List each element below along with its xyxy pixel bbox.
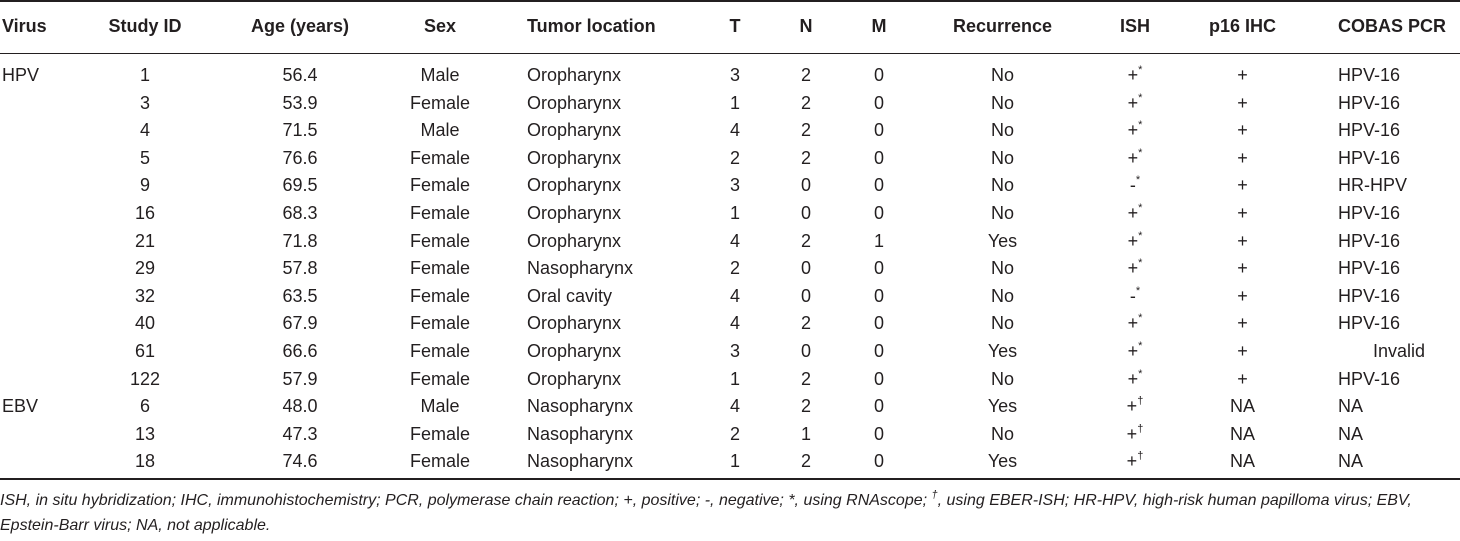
ish-footnote-mark: * [1138, 202, 1143, 214]
header-tumor-location: Tumor location [527, 16, 656, 36]
cell-t: 3 [729, 65, 740, 85]
cell-t: 4 [729, 120, 740, 141]
cell-ish [1110, 145, 1160, 173]
cell-study-id: 16 [134, 203, 156, 223]
table-row [0, 172, 1460, 200]
cell-m: 0 [873, 147, 884, 168]
cell-age: 57.8 [282, 258, 318, 279]
ish-footnote-mark: * [1135, 174, 1141, 187]
ish-footnote-mark: * [1138, 312, 1143, 325]
cell-age: 71.5 [282, 120, 318, 141]
cell-n: 2 [800, 313, 811, 334]
cell-tumor-location: Oropharynx [527, 341, 622, 361]
cell-p16-ihc: + [1237, 341, 1248, 361]
table-footnote [0, 488, 1458, 538]
header-p16-ihc: p16 IHC [1208, 16, 1277, 36]
ish-value: + [1127, 203, 1139, 223]
cell-t: 1 [729, 368, 740, 389]
cell-m: 0 [873, 65, 884, 85]
cell-age: 47.3 [282, 423, 318, 444]
cell-p16-ihc: + [1237, 230, 1248, 251]
ish-value: + [1127, 92, 1139, 113]
cell-p16-ihc: + [1237, 203, 1248, 223]
cell-t: 2 [729, 423, 740, 444]
table-bottom-rule [0, 478, 1460, 480]
header-sex: Sex [423, 16, 457, 36]
ish-value: + [1127, 147, 1139, 168]
footnote-text-1: ISH, in situ hybridization; IHC, immunohistochemistry; PCR, polymerase chain reaction; +, positive; -, negative; *, using RNAscope; [0, 492, 932, 509]
cell-sex: Female [409, 423, 471, 444]
cell-tumor-location: Oropharynx [527, 230, 622, 251]
header-ish: ISH [1119, 16, 1150, 36]
cell-sex: Female [409, 258, 471, 279]
cell-ish [1110, 366, 1160, 394]
cell-recurrence: No [990, 258, 1014, 279]
cell-recurrence: No [990, 65, 1014, 85]
cell-cobas-pcr: NA [1338, 451, 1364, 472]
cell-cobas-pcr: HPV-16 [1338, 65, 1401, 85]
cell-n: 2 [800, 92, 811, 113]
cell-m: 0 [873, 368, 884, 389]
cell-study-id: 4 [139, 120, 150, 141]
cell-n: 2 [800, 120, 811, 141]
cell-study-id: 3 [139, 92, 150, 113]
cell-sex: Female [409, 147, 471, 168]
table-header-rule [0, 53, 1460, 54]
ish-value: + [1126, 451, 1138, 472]
ish-footnote-mark: * [1138, 91, 1143, 104]
cell-p16-ihc: NA [1229, 423, 1255, 444]
ish-footnote-mark: * [1138, 64, 1143, 76]
ish-value: + [1126, 396, 1138, 417]
header-t: T [729, 16, 741, 36]
cell-study-id: 61 [134, 341, 156, 361]
cell-ish [1110, 338, 1160, 366]
cell-study-id: 5 [139, 147, 150, 168]
cell-tumor-location: Oropharynx [527, 203, 622, 223]
cell-recurrence: Yes [987, 451, 1018, 472]
cell-cobas-pcr: HPV-16 [1338, 120, 1401, 141]
ish-footnote-mark: * [1135, 284, 1141, 297]
cell-ish [1110, 310, 1160, 338]
cell-p16-ihc: NA [1229, 396, 1255, 417]
ish-footnote-mark: † [1137, 450, 1144, 463]
ish-value: + [1127, 368, 1139, 389]
cell-recurrence: No [990, 368, 1014, 389]
table-row [0, 448, 1460, 476]
cell-t: 2 [729, 147, 740, 168]
cell-n: 0 [800, 341, 811, 361]
cell-n: 2 [800, 147, 811, 168]
cell-tumor-location: Oral cavity [527, 285, 613, 306]
cell-ish [1110, 62, 1160, 90]
table-row [0, 366, 1460, 394]
cell-ish [1110, 172, 1160, 200]
cell-tumor-location: Nasopharynx [527, 396, 634, 417]
cell-sex: Female [409, 313, 471, 334]
cell-p16-ihc: + [1237, 92, 1248, 113]
table-row [0, 283, 1460, 311]
cell-t: 2 [729, 258, 740, 279]
cell-sex: Female [409, 341, 471, 361]
table-row [0, 200, 1460, 228]
cell-sex: Female [409, 175, 471, 196]
cell-recurrence: No [990, 175, 1014, 196]
cell-virus: HPV [2, 65, 40, 85]
cell-tumor-location: Oropharynx [527, 92, 622, 113]
cell-recurrence: No [990, 285, 1014, 306]
cell-m: 1 [873, 230, 884, 251]
cell-age: 57.9 [282, 368, 318, 389]
table-row [0, 90, 1460, 118]
cell-sex: Female [409, 451, 471, 472]
cell-ish [1110, 421, 1160, 449]
cell-ish [1110, 200, 1160, 228]
cell-cobas-pcr: HPV-16 [1338, 203, 1401, 223]
cell-study-id: 32 [134, 285, 156, 306]
cell-sex: Female [409, 203, 471, 223]
cell-ish [1110, 255, 1160, 283]
cell-study-id: 40 [134, 313, 156, 334]
ish-value: + [1127, 230, 1139, 251]
cell-t: 4 [729, 285, 740, 306]
cell-recurrence: No [990, 203, 1014, 223]
table-row [0, 117, 1460, 145]
table-row [0, 310, 1460, 338]
cell-n: 2 [800, 368, 811, 389]
cell-recurrence: No [990, 313, 1014, 334]
table-row [0, 255, 1460, 283]
cell-n: 2 [800, 396, 811, 417]
cell-t: 4 [729, 313, 740, 334]
ish-value: + [1127, 258, 1139, 279]
cell-sex: Male [420, 120, 460, 141]
cell-recurrence: Yes [987, 230, 1018, 251]
table-row [0, 338, 1460, 366]
cell-p16-ihc: + [1237, 313, 1248, 334]
cell-tumor-location: Oropharynx [527, 120, 622, 141]
cell-age: 66.6 [282, 341, 318, 361]
table-row [0, 228, 1460, 256]
ish-value: + [1127, 341, 1139, 361]
cell-ish [1110, 228, 1160, 256]
ish-value: + [1127, 120, 1139, 141]
cell-n: 0 [800, 175, 811, 196]
cell-study-id: 9 [139, 175, 150, 196]
cell-cobas-pcr: HPV-16 [1338, 285, 1401, 306]
cell-m: 0 [873, 92, 884, 113]
cell-p16-ihc: + [1237, 147, 1248, 168]
cell-tumor-location: Nasopharynx [527, 451, 634, 472]
table-row [0, 145, 1460, 173]
cell-tumor-location: Oropharynx [527, 65, 622, 85]
cell-study-id: 18 [134, 451, 156, 472]
table-row [0, 393, 1460, 421]
cell-age: 63.5 [282, 285, 318, 306]
cell-age: 56.4 [282, 65, 318, 85]
cell-tumor-location: Nasopharynx [527, 423, 634, 444]
cell-ish [1110, 117, 1160, 145]
cell-cobas-pcr: HPV-16 [1338, 313, 1401, 334]
cell-cobas-pcr: Invalid [1372, 341, 1426, 361]
cell-t: 1 [729, 451, 740, 472]
cell-cobas-pcr: NA [1338, 396, 1364, 417]
ish-footnote-mark: † [1137, 395, 1144, 408]
header-recurrence: Recurrence [952, 16, 1053, 36]
cell-m: 0 [873, 203, 884, 223]
cell-m: 0 [873, 120, 884, 141]
cell-recurrence: No [990, 423, 1014, 444]
cell-study-id: 6 [139, 396, 150, 417]
table-top-rule [0, 0, 1460, 2]
cell-cobas-pcr: NA [1338, 423, 1364, 444]
cell-study-id: 21 [134, 230, 156, 251]
cell-n: 2 [800, 230, 811, 251]
cell-sex: Female [409, 92, 471, 113]
cell-recurrence: No [990, 92, 1014, 113]
cell-tumor-location: Nasopharynx [527, 258, 634, 279]
cell-p16-ihc: + [1237, 175, 1248, 196]
cell-cobas-pcr: HPV-16 [1338, 368, 1401, 389]
cell-age: 68.3 [282, 203, 318, 223]
cell-age: 67.9 [282, 313, 318, 334]
cell-virus: EBV [2, 396, 39, 417]
cell-study-id: 122 [129, 368, 161, 389]
cell-t: 3 [729, 341, 740, 361]
cell-t: 1 [729, 203, 740, 223]
cell-sex: Female [409, 285, 471, 306]
cell-m: 0 [873, 423, 884, 444]
cell-age: 71.8 [282, 230, 318, 251]
ish-footnote-mark: * [1138, 146, 1143, 159]
cell-age: 74.6 [282, 451, 318, 472]
ish-value: + [1126, 423, 1138, 444]
cell-p16-ihc: + [1237, 120, 1248, 141]
table-row [0, 421, 1460, 449]
cell-ish [1110, 448, 1160, 476]
cell-m: 0 [873, 396, 884, 417]
cell-age: 76.6 [282, 147, 318, 168]
cell-sex: Female [409, 368, 471, 389]
ish-value: - [1129, 175, 1136, 196]
cell-cobas-pcr: HPV-16 [1338, 230, 1401, 251]
cell-n: 0 [800, 258, 811, 279]
footnote-dagger: † [931, 488, 938, 501]
cell-n: 0 [800, 203, 811, 223]
cell-age: 53.9 [282, 92, 318, 113]
cell-tumor-location: Oropharynx [527, 368, 622, 389]
cell-ish [1110, 90, 1160, 118]
cell-study-id: 29 [134, 258, 156, 279]
cell-m: 0 [873, 285, 884, 306]
cell-cobas-pcr: HPV-16 [1338, 147, 1401, 168]
table-header-row [0, 11, 1460, 41]
ish-footnote-mark: * [1138, 367, 1143, 380]
cell-p16-ihc: + [1237, 258, 1248, 279]
cell-study-id: 13 [134, 423, 156, 444]
cell-p16-ihc: + [1237, 285, 1248, 306]
header-age: Age (years) [250, 16, 350, 36]
cell-t: 4 [729, 230, 740, 251]
header-virus: Virus [2, 16, 47, 36]
cell-m: 0 [873, 341, 884, 361]
cell-cobas-pcr: HR-HPV [1338, 175, 1408, 196]
cell-sex: Female [409, 230, 471, 251]
cell-m: 0 [873, 451, 884, 472]
cell-recurrence: Yes [987, 341, 1018, 361]
cell-n: 1 [800, 423, 811, 444]
ish-footnote-mark: † [1137, 422, 1144, 435]
footnote-text-2: , using EBER-ISH; HR-HPV, high-risk human papilloma virus; EBV, Epstein-Barr virus; NA, not applicable. [0, 492, 1412, 534]
cell-tumor-location: Oropharynx [527, 147, 622, 168]
cell-m: 0 [873, 258, 884, 279]
cell-p16-ihc: + [1237, 368, 1248, 389]
cell-t: 3 [729, 175, 740, 196]
cell-n: 0 [800, 285, 811, 306]
cell-m: 0 [873, 175, 884, 196]
cell-age: 69.5 [282, 175, 318, 196]
ish-value: + [1127, 313, 1139, 334]
cell-t: 1 [729, 92, 740, 113]
ish-footnote-mark: * [1138, 119, 1143, 132]
cell-cobas-pcr: HPV-16 [1338, 92, 1401, 113]
cell-age: 48.0 [282, 396, 318, 417]
cell-t: 4 [729, 396, 740, 417]
header-m: M [871, 16, 887, 36]
ish-footnote-mark: * [1138, 340, 1143, 352]
header-n: N [799, 16, 813, 36]
ish-footnote-mark: * [1138, 257, 1143, 270]
cell-ish [1110, 283, 1160, 311]
cell-p16-ihc: NA [1229, 451, 1255, 472]
cell-m: 0 [873, 313, 884, 334]
header-cobas-pcr: COBAS PCR [1338, 16, 1447, 36]
cell-tumor-location: Oropharynx [527, 313, 622, 334]
cell-p16-ihc: + [1237, 65, 1248, 85]
cell-recurrence: Yes [987, 396, 1018, 417]
cell-n: 2 [800, 451, 811, 472]
table-row [0, 62, 1460, 90]
ish-value: + [1127, 65, 1139, 85]
cell-tumor-location: Oropharynx [527, 175, 622, 196]
header-study-id: Study ID [108, 16, 182, 36]
cell-study-id: 1 [139, 65, 150, 85]
ish-value: - [1129, 285, 1136, 306]
cell-n: 2 [800, 65, 811, 85]
cell-cobas-pcr: HPV-16 [1338, 258, 1401, 279]
cell-ish [1110, 393, 1160, 421]
cell-sex: Male [420, 396, 460, 417]
cell-recurrence: No [990, 147, 1014, 168]
ish-footnote-mark: * [1138, 229, 1143, 242]
cell-recurrence: No [990, 120, 1014, 141]
cell-sex: Male [420, 65, 460, 85]
